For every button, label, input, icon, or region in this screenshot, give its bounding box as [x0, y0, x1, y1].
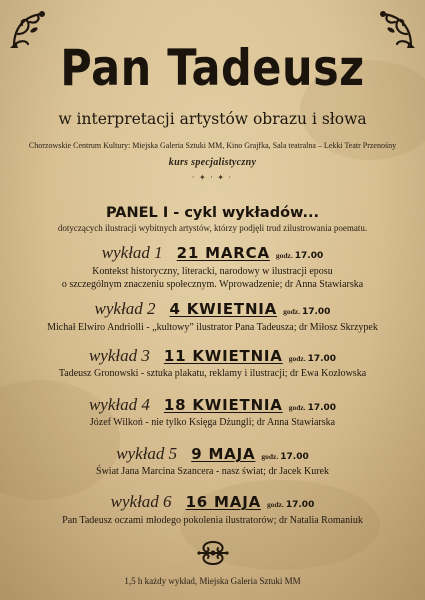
panel-description: dotyczących ilustracji wybitnych artystów, którzy podjęli trud zilustrowania poematu.	[57, 223, 368, 233]
lecture-label: wykład 6	[110, 492, 172, 511]
hour-label: godz.	[283, 307, 300, 316]
lecture-3-description	[0, 367, 425, 380]
lecture-time: 17.00	[307, 354, 337, 364]
lecture-date: 9 MAJA	[191, 445, 256, 463]
lecture-2-header	[0, 299, 425, 319]
lecture-date: 18 KWIETNIA	[163, 396, 283, 414]
hour-label: godz.	[266, 500, 284, 509]
hour-label: godz.	[261, 452, 279, 461]
hour-label: godz.	[275, 251, 293, 260]
venues-line: Chorzowskie Centrum Kultury: Miejska Galeria Sztuki MM, Kino Grajfka, Sala teatralna – Lekki Teatr Przenośny	[28, 141, 397, 150]
course-label: kurs specjalistyczny	[168, 157, 257, 168]
lecture-date: 16 MAJA	[185, 493, 261, 511]
lecture-time: 17.00	[301, 307, 331, 317]
lecture-label: wykład 3	[88, 346, 150, 365]
lecture-date: 11 KWIETNIA	[163, 347, 283, 365]
lecture-label: wykład 2	[94, 299, 156, 318]
lecture-label: wykład 4	[88, 395, 150, 414]
lecture-2-description	[0, 321, 425, 334]
lecture-4-header	[0, 395, 425, 415]
lecture-description-line: Pan Tadeusz oczami młodego pokolenia ilustratorów; dr Natalia Romaniuk	[62, 515, 363, 526]
lecture-time: 17.00	[307, 403, 337, 413]
lecture-label: wykład 1	[101, 243, 163, 262]
lecture-date: 4 KWIETNIA	[169, 300, 278, 318]
lecture-description-line: Józef Wilkoń - nie tylko Księga Dżungli; dr Anna Stawiarska	[89, 417, 336, 428]
poster-title: Pan Tadeusz	[60, 40, 365, 98]
lecture-description-line: Michał Elwiro Andriolli - „kultowy” ilustrator Pana Tadeusza; dr Miłosz Skrzypek	[47, 322, 378, 333]
lecture-1-header	[0, 243, 425, 263]
lecture-label: wykład 5	[116, 444, 178, 463]
divider-ornament-icon: · ✦ · ✦ ·	[191, 173, 233, 182]
panel-title: PANEL I - cykl wykładów...	[105, 205, 320, 221]
lecture-time: 17.00	[294, 251, 324, 261]
lecture-1-description	[0, 265, 425, 291]
lecture-description-line: Tadeusz Gronowski - sztuka plakatu, reklamy i ilustracji; dr Ewa Kozłowska	[58, 368, 367, 379]
lecture-description-line: Kontekst historyczny, literacki, narodowy w ilustracji eposu	[92, 266, 333, 277]
lecture-5-header	[0, 444, 425, 464]
lecture-5-description	[0, 465, 425, 478]
bottom-ornament-icon	[196, 538, 230, 568]
lecture-6-description	[0, 514, 425, 527]
lecture-3-header	[0, 346, 425, 366]
lecture-time: 17.00	[280, 452, 309, 462]
footer-note: 1,5 h każdy wykład, Miejska Galeria Sztuki MM	[124, 576, 301, 586]
hour-label: godz.	[288, 403, 306, 412]
lecture-description-line: Świat Jana Marcina Szancera - nasz świat; dr Jacek Kurek	[96, 466, 329, 477]
poster-subtitle: w interpretacji artystów obrazu i słowa	[58, 110, 367, 128]
lecture-time: 17.00	[285, 500, 315, 510]
lecture-description-line: o szczególnym znaczeniu społecznym. Wprowadzenie; dr Anna Stawiarska	[61, 279, 364, 290]
lecture-6-header	[0, 492, 425, 512]
lecture-4-description	[0, 416, 425, 429]
hour-label: godz.	[288, 354, 306, 363]
lecture-date: 21 MARCA	[176, 244, 270, 262]
